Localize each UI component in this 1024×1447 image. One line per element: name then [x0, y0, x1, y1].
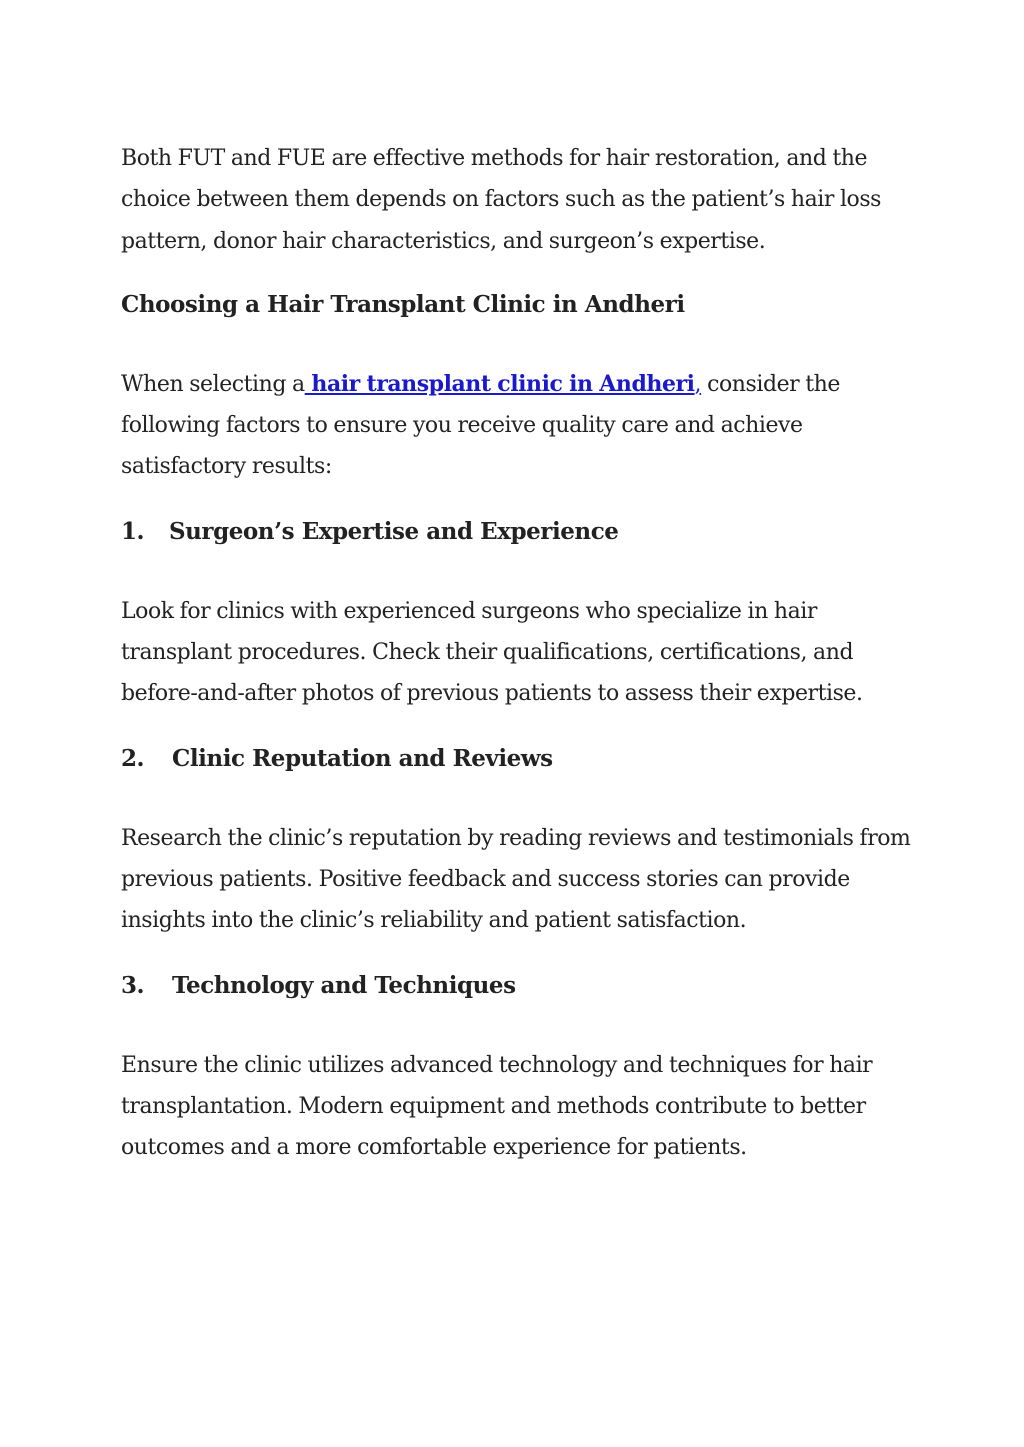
document-page [121, 138, 911, 1168]
section-intro-before: When selecting a [121, 371, 305, 397]
factor-number: 1. [121, 517, 145, 545]
factor-number: 2. [121, 744, 145, 772]
factor-body-3: Ensure the clinic utilizes advanced technology and techniques for hair transplantation. Modern equipment and methods contribute to better outcomes and a more comfortable experience for patients. [121, 1052, 873, 1161]
clinic-link-comma: , [694, 371, 702, 397]
factor-title: Surgeon’s Expertise and Experience [169, 517, 619, 545]
factor-heading-2 [121, 738, 911, 779]
clinic-link[interactable]: hair transplant clinic in Andheri [304, 370, 695, 397]
factor-title: Clinic Reputation and Reviews [172, 744, 553, 772]
factor-heading-1 [121, 511, 911, 552]
factor-number: 3. [121, 971, 145, 999]
factor-title: Technology and Techniques [172, 971, 516, 999]
factor-heading-3 [121, 965, 911, 1006]
factor-body-2: Research the clinic’s reputation by reading reviews and testimonials from previous patients. Positive feedback and success stories can provide insights into the clinic’s reliability and patient satisfaction. [121, 825, 911, 934]
section-intro-paragraph [121, 364, 911, 488]
intro-paragraph: Both FUT and FUE are effective methods for hair restoration, and the choice between them depends on factors such as the patient’s hair loss pattern, donor hair characteristics, and surgeon’s expertise. [121, 146, 882, 254]
factor-body-1: Look for clinics with experienced surgeons who specialize in hair transplant procedures. Check their qualifications, certifications, and before-and-after photos of previous patients to assess their expertise. [121, 598, 863, 707]
section-intro-after: consider the following factors to ensure you receive quality care and achieve satisfactory results: [121, 371, 840, 480]
section-heading: Choosing a Hair Transplant Clinic in Andheri [121, 290, 685, 318]
